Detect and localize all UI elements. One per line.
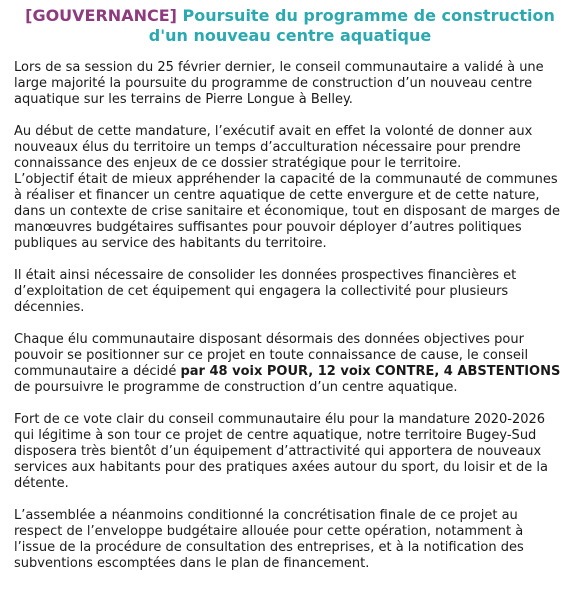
article-title	[14, 6, 566, 46]
paragraph-mandate-start: Au début de cette mandature, l’exécutif avait en effet la volonté de donner aux nouveaux élus du territoire un temps d’acculturation nécessaire pour prendre connaissance des enjeux de ce dossier stratégique pour le territoire.	[14, 124, 533, 171]
paragraph-objective: L’objectif était de mieux appréhender la capacité de la communauté de communes à réaliser et financer un centre aquatique de cette envergure et de cette nature, dans un contexte de crise sanitaire et économique, tout en disposant de marges de manœuvres budgétaires suffisantes pour pouvoir déployer d’autres politiques publiques au service des habitants du territoire.	[14, 172, 560, 251]
paragraph-territory-benefit: Fort de ce vote clair du conseil communautaire élu pour la mandature 2020-2026 qui légitime à son tour ce projet de centre aquatique, notre territoire Bugey-Sud disposera très bientôt d’un équipement d’attractivité qui apportera de nouveaux services aux habitants pour des pratiques axées autour du sport, du loisir et de la détente.	[14, 412, 548, 491]
category-tag: [GOUVERNANCE]	[25, 6, 177, 25]
paragraph-vote-session: Lors de sa session du 25 février dernier, le conseil communautaire a validé à une large majorité la poursuite du programme de construction d’un nouveau centre aquatique sur les terrains de Pierre Longue à Belley.	[14, 60, 544, 107]
decision-text-before: Chaque élu communautaire disposant désormais des données objectives pour pouvoir se positionner sur ce projet en toute connaissance de cause, le conseil communautaire a décidé	[14, 332, 529, 379]
paragraph-decision	[14, 332, 566, 396]
headline: Poursuite du programme de construction d'un nouveau centre aquatique	[148, 6, 555, 45]
article-body	[14, 60, 566, 572]
paragraph-budget-condition: L’assemblée a néanmoins conditionné la concrétisation finale de ce projet au respect de l’enveloppe budgétaire allouée pour cette opération, notamment à l’issue de la procédure de consultation des entreprises, et à la notification des subventions escomptées dans le plan de financement.	[14, 508, 524, 571]
decision-text-after: de poursuivre le programme de construction d’un centre aquatique.	[14, 380, 458, 395]
paragraph-data-consolidation: Il était ainsi nécessaire de consolider les données prospectives financières et d’exploitation de cet équipement qui engagera la collectivité pour plusieurs décennies.	[14, 268, 517, 315]
vote-result: par 48 voix POUR, 12 voix CONTRE, 4 ABSTENTIONS	[180, 364, 561, 379]
